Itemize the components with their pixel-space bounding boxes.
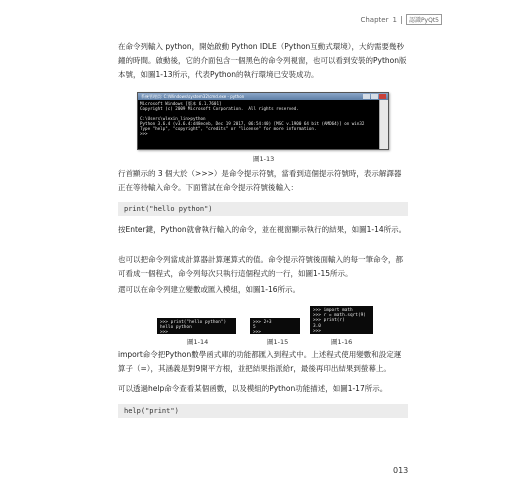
terminal-line: hello python — [160, 325, 192, 331]
paragraph-import: import命令把Python數學函式庫的功能都匯入到程式中。上述程式使用變數和設定運算子（=），其涵義是對9開平方根，並把結果指派給r，最後再印出結果到螢幕上。 — [118, 350, 402, 373]
figure-caption-1-15: 圖1-15 — [267, 338, 289, 346]
terminal-line: >>> — [313, 328, 324, 334]
terminal-line: >>> 2+3 — [253, 320, 272, 325]
figure-caption-1-16: 圖1-16 — [331, 338, 353, 346]
cmd-window-title-text: 系統管理員: C:\Windows\system32\cmd.exe - python — [141, 94, 245, 99]
console-line: C:\Users\wlexin_lin>python — [140, 116, 206, 121]
terminal-line: >>> r = math.sqrt(9) — [313, 313, 366, 319]
paragraph-help: 可以透過help命令查看某個函數，以及模組的Python功能描述，如圖1-17所示。 — [118, 384, 388, 393]
paragraph-intro: 在命令列輸入 python，開始啟動 Python IDLE（Python互動式環境），大約需要幾秒鐘的時間。啟動後，它的介面包含一個黑色的命令列視窗，也可以看到安裝的Python版本號，如圖1-13所示，代表Python的執行環境已安裝成功。 — [118, 42, 407, 79]
console-line: Type "help", "copyright", "credits" or "license" for more information. — [140, 126, 317, 131]
terminal-figure-1-14 — [157, 318, 236, 334]
console-line: Microsoft Windows [版本 6.1.7601] — [140, 101, 222, 106]
figure-caption-1-14: 圖1-14 — [187, 338, 209, 346]
chapter-label: Chapter — [360, 15, 389, 24]
cmd-console-output — [138, 100, 380, 149]
terminal-line: >>> print("hello python") — [160, 320, 227, 325]
chapter-header — [360, 14, 442, 25]
cmd-scrollbar — [379, 100, 388, 149]
terminal-line: >>> print(r) — [313, 318, 345, 324]
code-block-help: help("print") — [118, 404, 408, 418]
window-controls — [363, 94, 386, 99]
page-number: 013 — [393, 466, 409, 475]
cmd-window-screenshot — [137, 92, 389, 150]
header-divider — [401, 16, 402, 24]
paragraph-variables: 還可以在命令列建立變數或匯入模組，如圖1-16所示。 — [118, 285, 301, 294]
paragraph-prompt: 行首顯示的 3 個大於（>>>）是命令提示符號，當看到這個提示符號時，表示解譯器正在等待輸入命令。下面嘗試在命令提示符號後輸入： — [118, 169, 402, 192]
console-line: Copyright (c) 2009 Microsoft Corporation. All rights reserved. — [140, 106, 299, 111]
chapter-title: 認識PyQt5 — [406, 14, 442, 25]
terminal-line: >>> — [160, 330, 171, 334]
terminal-line: >>> — [253, 330, 264, 334]
terminal-figure-1-15 — [250, 318, 300, 334]
terminal-line: 3.0 — [313, 323, 321, 329]
figure-caption-1-13: 圖1-13 — [253, 155, 275, 163]
code-block-print: print("hello python") — [118, 202, 408, 216]
paragraph-calculator: 也可以把命令列當成計算器計算運算式的值。命令提示符號後面輸入的每一筆命令，都可看成一個程式，命令列每次只執行這個程式的一行，如圖1-15所示。 — [118, 255, 403, 278]
cmd-window-title — [138, 93, 388, 100]
close-icon — [379, 94, 386, 99]
console-line: Python 3.6.4 (v3.6.4:d48eceb, Dec 19 2017, 06:54:40) [MSC v.1900 64 bit (AMD64)] on win32 — [140, 121, 365, 126]
terminal-line: >>> import math — [313, 308, 353, 313]
chapter-number: 1 — [392, 15, 397, 24]
minimize-icon — [363, 94, 370, 99]
paragraph-enter: 按Enter鍵，Python就會執行輸入的命令，並在視窗顯示執行的結果，如圖1-14所示。 — [118, 225, 407, 234]
terminal-figure-1-16 — [310, 306, 373, 334]
console-line: >>> — [140, 131, 151, 136]
terminal-line: 5 — [253, 325, 256, 331]
maximize-icon — [371, 94, 378, 99]
